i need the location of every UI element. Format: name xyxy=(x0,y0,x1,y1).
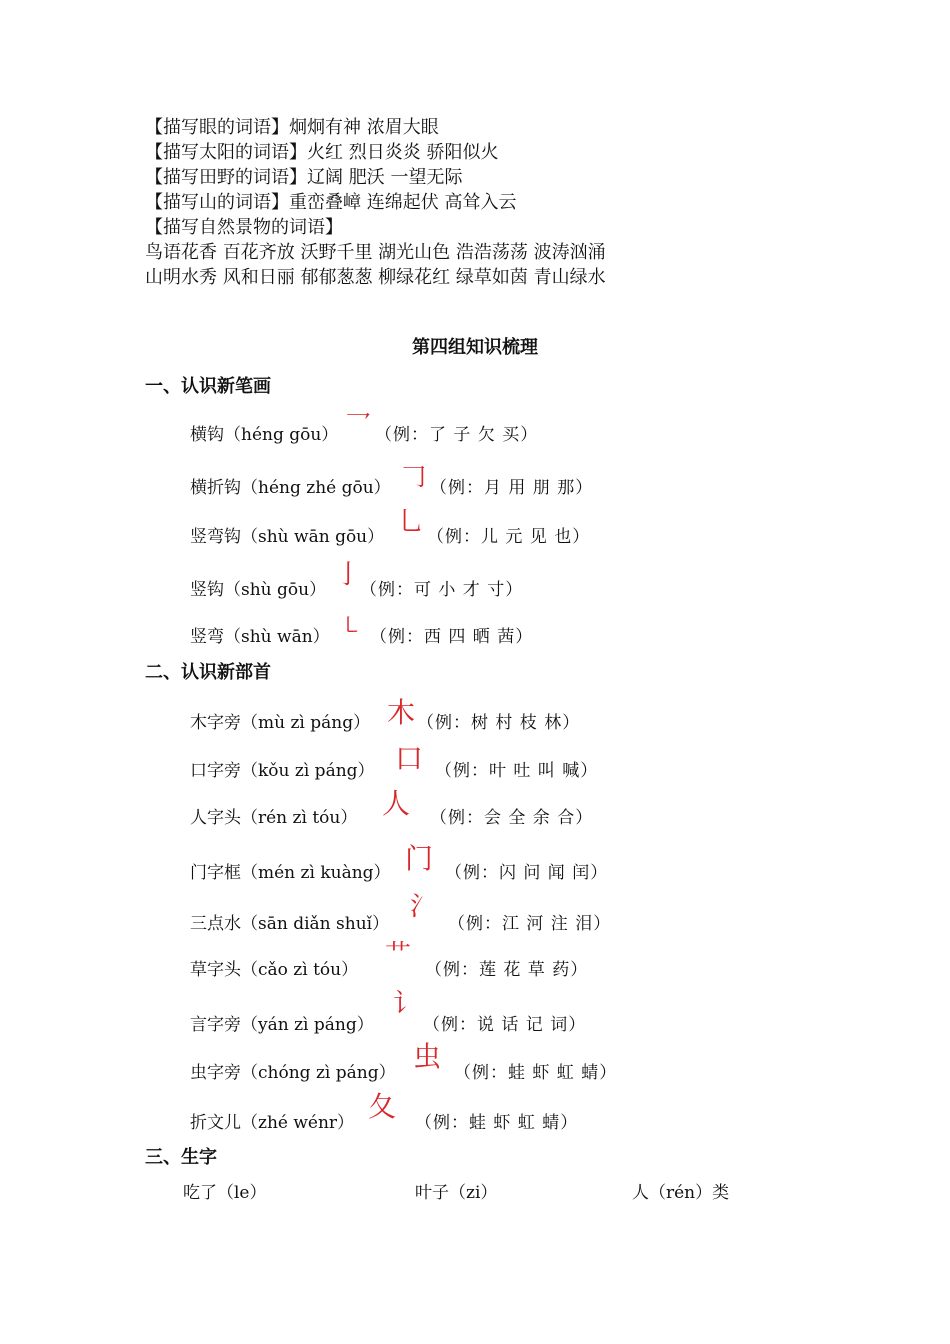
stroke-example: （例：可 小 才 寸） xyxy=(360,580,524,600)
stroke-glyph-icon: 𠃌 xyxy=(400,462,427,492)
section-heading-strokes: 一、认识新笔画 xyxy=(145,376,271,397)
word-line-sun: 【描写太阳的词语】火红 烈日炎炎 骄阳似火 xyxy=(145,142,499,163)
stroke-example: （例：月 用 朋 那） xyxy=(430,478,594,498)
radical-name: 口字旁（kǒu zì páng） xyxy=(190,761,375,781)
page-title: 第四组知识梳理 xyxy=(412,337,538,358)
radical-row xyxy=(190,693,620,733)
stroke-row xyxy=(190,405,610,445)
stroke-row xyxy=(190,507,610,547)
radical-name: 虫字旁（chóng zì páng） xyxy=(190,1063,396,1083)
stroke-row xyxy=(190,560,610,600)
radical-name: 草字头（cǎo zì tóu） xyxy=(190,960,359,980)
stroke-row xyxy=(190,607,610,647)
word-line-nature-1: 鸟语花香 百花齐放 沃野千里 湖光山色 浩浩荡荡 波涛汹涌 xyxy=(145,242,606,263)
radical-row xyxy=(190,788,620,828)
stroke-row xyxy=(190,458,610,498)
radical-row xyxy=(190,1090,600,1133)
word-line-eyes: 【描写眼的词语】炯炯有神 浓眉大眼 xyxy=(145,117,439,138)
stroke-name: 横钩（héng gōu） xyxy=(190,425,339,445)
word-line-fields: 【描写田野的词语】辽阔 肥沃 一望无际 xyxy=(145,167,463,188)
radical-glyph-icon: 口 xyxy=(395,742,424,775)
radical-glyph-icon: 虫 xyxy=(413,1040,442,1073)
character-item: 吃了（le） xyxy=(183,1183,267,1203)
stroke-name: 竖钩（shù gōu） xyxy=(190,580,327,600)
radical-example: （例：蛙 虾 虹 蜻） xyxy=(415,1113,579,1133)
radical-example: （例：树 村 枝 林） xyxy=(417,713,581,733)
radical-example: （例：江 河 注 泪） xyxy=(448,914,612,934)
radical-row xyxy=(190,843,630,883)
radical-example: （例：莲 花 草 药） xyxy=(425,960,589,980)
word-line-nature-2: 山明水秀 风和日丽 郁郁葱葱 柳绿花红 绿草如茵 青山绿水 xyxy=(145,267,606,288)
radical-example: （例：闪 问 闻 闰） xyxy=(445,863,609,883)
radical-glyph-icon: 人 xyxy=(382,787,411,820)
radical-glyph-icon: 氵 xyxy=(410,892,437,922)
radical-name: 木字旁（mù zì páng） xyxy=(190,713,371,733)
radical-row xyxy=(190,741,620,781)
radical-glyph-icon: 木 xyxy=(387,696,416,729)
radical-name: 言字旁（yán zì páng） xyxy=(190,1015,374,1035)
word-line-nature-heading: 【描写自然景物的词语】 xyxy=(145,217,343,238)
radical-name: 门字框（mén zì kuàng） xyxy=(190,863,391,883)
stroke-name: 横折钩（héng zhé gōu） xyxy=(190,478,391,498)
stroke-example: （例：儿 元 见 也） xyxy=(427,527,591,547)
radical-row xyxy=(190,989,620,1035)
stroke-glyph-icon: 乚 xyxy=(398,507,425,537)
radical-glyph-icon: 夂 xyxy=(368,1090,397,1123)
radical-example: （例：蛙 虾 虹 蜻） xyxy=(454,1063,618,1083)
stroke-glyph-icon: ㇄ xyxy=(340,614,363,639)
stroke-example: （例：西 四 晒 茜） xyxy=(370,627,534,647)
stroke-glyph-icon: 亅 xyxy=(335,560,362,590)
radical-row xyxy=(190,940,620,980)
section-heading-radicals: 二、认识新部首 xyxy=(145,662,271,683)
word-line-mountains: 【描写山的词语】重峦叠嶂 连绵起伏 高耸入云 xyxy=(145,192,517,213)
stroke-name: 竖弯（shù wān） xyxy=(190,627,330,647)
stroke-example: （例：了 子 欠 买） xyxy=(375,425,539,445)
stroke-glyph-icon: 乛 xyxy=(345,411,372,441)
radical-row xyxy=(190,894,630,934)
section-heading-characters: 三、生字 xyxy=(145,1147,217,1168)
character-item: 叶子（zi） xyxy=(415,1183,498,1203)
radical-row xyxy=(190,1040,640,1083)
radical-name: 折文儿（zhé wénr） xyxy=(190,1113,355,1133)
radical-example: （例：会 全 余 合） xyxy=(430,808,594,828)
radical-glyph-icon: 艹 xyxy=(385,940,412,970)
radical-name: 三点水（sān diǎn shuǐ） xyxy=(190,914,390,934)
radical-example: （例：叶 吐 叫 喊） xyxy=(435,761,599,781)
radical-glyph-icon: 讠 xyxy=(393,989,420,1019)
stroke-name: 竖弯钩（shù wān gōu） xyxy=(190,527,385,547)
character-item: 人（rén）类 xyxy=(632,1183,730,1203)
radical-name: 人字头（rén zì tóu） xyxy=(190,808,358,828)
radical-example: （例：说 话 记 词） xyxy=(423,1015,587,1035)
radical-glyph-icon: 门 xyxy=(405,842,434,875)
